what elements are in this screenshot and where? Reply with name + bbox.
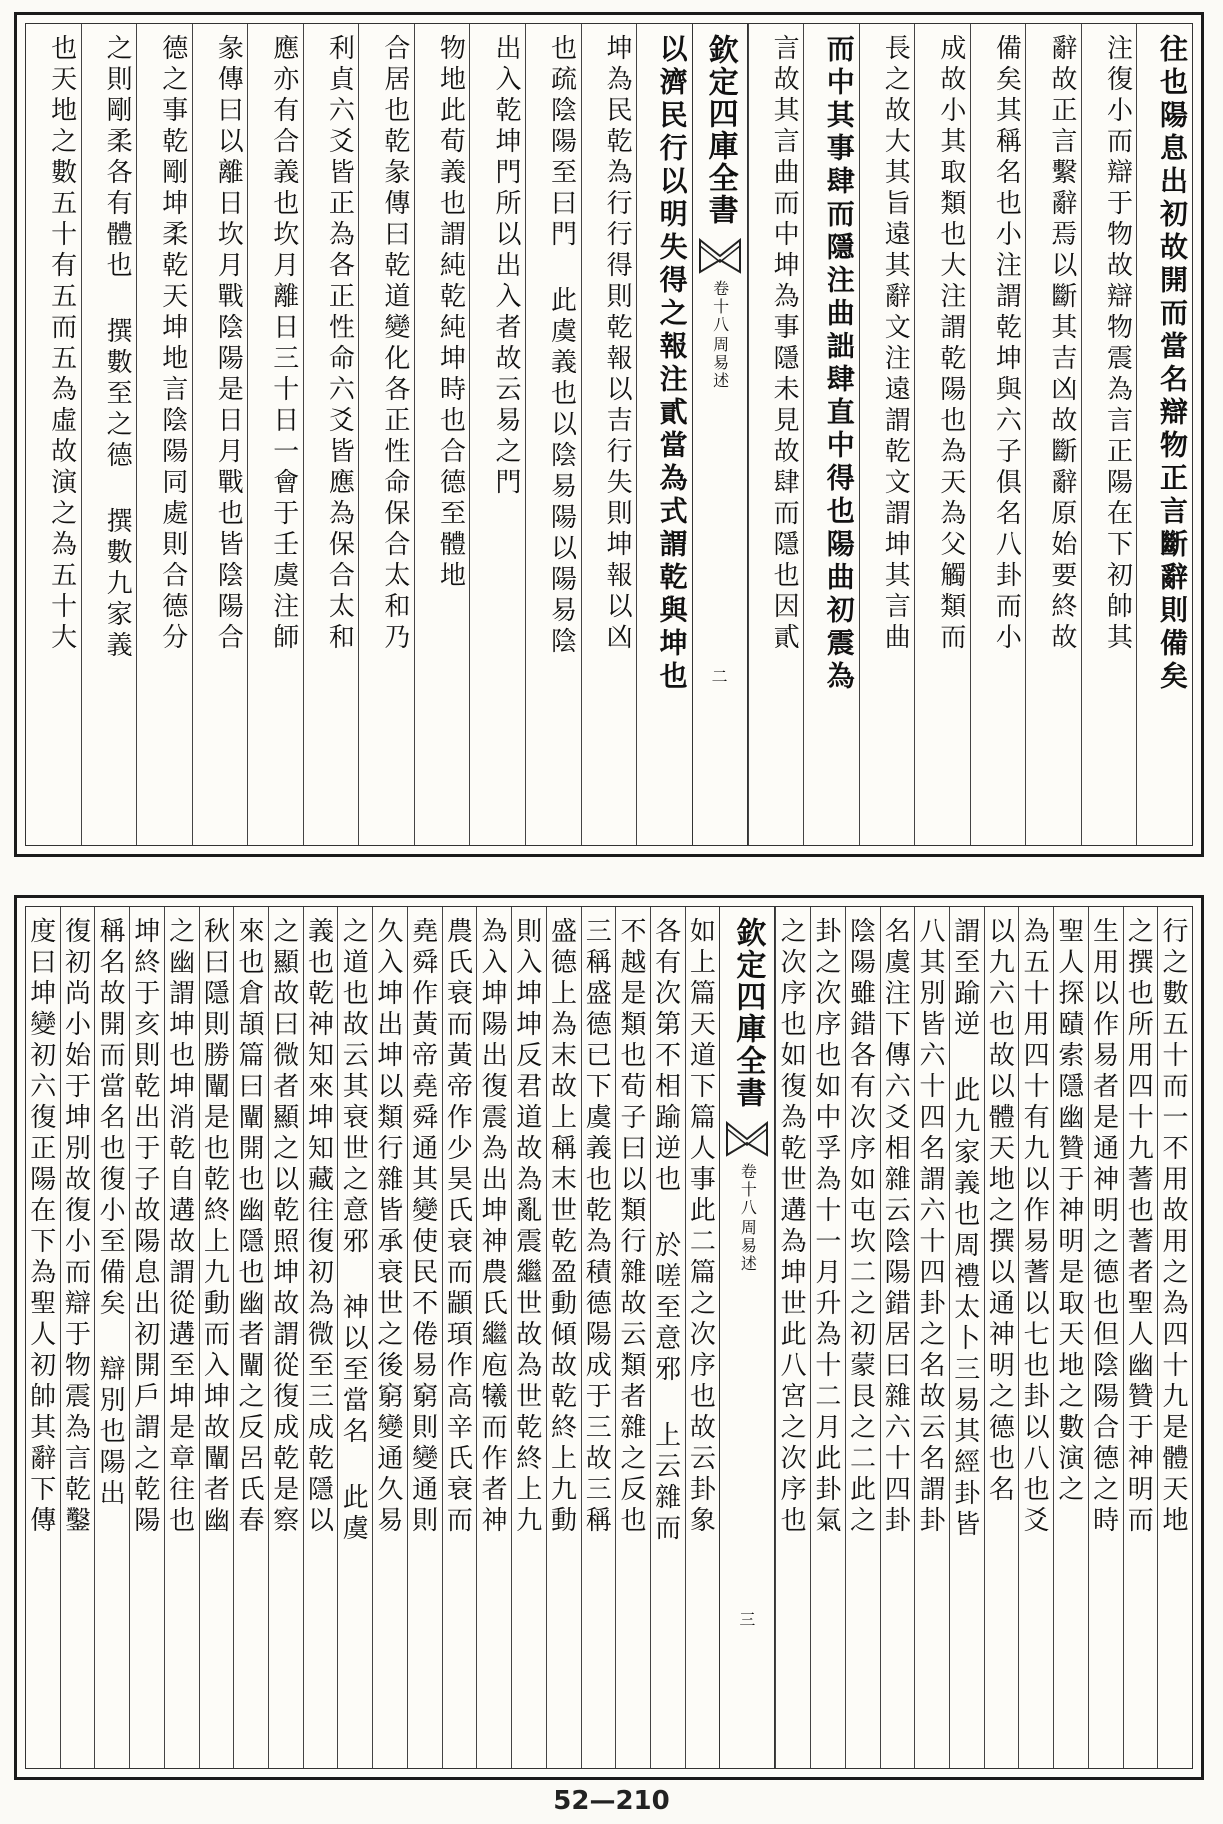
lower-text-column: 坤終于亥則乾出于子故陽息出初開戶謂之乾陽: [129, 907, 164, 1768]
upper-text-column: 注復小而辯于物故辯物震為言正陽在下初帥其: [1081, 24, 1137, 845]
upper-text-column: 辭故正言繫辭焉以斷其吉凶故斷辭原始要終故: [1025, 24, 1081, 845]
lower-text-column: 堯舜作黃帝堯舜通其變使民不倦易窮則變通則: [407, 907, 442, 1768]
upper-text-column: 物地此荀義也謂純乾純坤時也合德至體地: [414, 24, 470, 845]
lower-text-column: 之顯故曰微者顯之以乾照坤故謂從復成乾是察: [268, 907, 303, 1768]
upper-text-column: 應亦有合義也坎月離日三十日一會于壬虞注師: [247, 24, 303, 845]
lower-text-column: 之道也故云其衰世之意邪 神以至當名 此虞: [337, 907, 372, 1768]
upper-book-title: 欽定四庫全書: [702, 34, 738, 226]
lower-text-column: 三稱盛德已下虞義也乾為積德陽成于三故三稱: [581, 907, 616, 1768]
upper-text-column: 出入乾坤門所以出入者故云易之門: [469, 24, 525, 845]
lower-folio-number: 三: [739, 1610, 756, 1629]
lower-fold-column: [719, 907, 775, 1768]
lower-text-column: 秋曰隱則勝闡是也乾終上九動而入坤故闡者幽: [199, 907, 234, 1768]
lower-volume-label: [738, 1163, 758, 1273]
lower-text-column: 稱名故開而當名也復小至備矣 辯別也陽出: [94, 907, 129, 1768]
upper-text-column: 也天地之數五十有五而五為虛故演之為五十大: [46, 34, 77, 654]
upper-text-column: 長之故大其旨遠其辭文注遠謂乾文謂坤其言曲: [859, 24, 915, 845]
lower-text-column: 久入坤出坤以類行雜皆承衰世之後窮變通久易: [372, 907, 407, 1768]
lower-text-column: 為入坤陽出復震為出坤神農氏繼庖犧而作者神: [476, 907, 511, 1768]
upper-text-column: 坤為民乾為行行得則乾報以吉行失則坤報以凶: [581, 24, 637, 845]
lower-text-column: 如上篇天道下篇人事此二篇之次序也故云卦象: [685, 907, 720, 1768]
upper-page: [14, 12, 1204, 857]
lower-text-column: 農氏衰而黃帝作少昊氏衰而顓頊作高辛氏衰而: [442, 907, 477, 1768]
lower-text-column: 以九六也故以體天地之撰以通神明之德也名: [984, 907, 1019, 1768]
page-number: 52—210: [553, 1786, 670, 1816]
lower-book-title: 欽定四庫全書: [730, 917, 766, 1109]
lower-text-column: 陰陽雖錯各有次序如屯坎二之初蒙艮之二此之: [845, 907, 880, 1768]
lower-text-column: 生用以作易者是通神明之德也但陰陽合德之時: [1088, 907, 1123, 1768]
lower-text-column: 各有次第不相踰逆也 於嗟至意邪 上云雜而: [650, 907, 685, 1768]
lower-text-column: 行之數五十而一不用故用之為四十九是體天地: [1157, 907, 1192, 1768]
lower-juan-number: 卷十八: [738, 1163, 758, 1217]
upper-juan-number: 卷十八: [710, 280, 730, 334]
upper-text-column: 也疏陰陽至曰門 此虞義也以陰易陽以陽易陰: [525, 24, 581, 845]
upper-text-column: 而中其事肆而隱注曲詘肆直中得也陽曲初震為: [803, 24, 859, 845]
upper-text-column: 言故其言曲而中坤為事隱未見故肆而隱也因貳: [748, 24, 804, 845]
upper-text-column: 利貞六爻皆正為各正性命六爻皆應為保合太和: [303, 24, 359, 845]
upper-folio-number: 二: [711, 667, 728, 686]
upper-text-column: 備矣其稱名也小注謂乾坤與六子俱名八卦而小: [970, 24, 1026, 845]
lower-text-column: 之撰也所用四十九蓍也蓍者聖人幽贊于神明而: [1123, 907, 1158, 1768]
upper-text-column: 合居也乾彖傳曰乾道變化各正性命保合太和乃: [358, 24, 414, 845]
upper-text-column: 彖傳曰以離日坎月戰陰陽是日月戰也皆陰陽合: [192, 24, 248, 845]
upper-text-column: 成故小其取類也大注謂乾陽也為天為父觸類而: [914, 24, 970, 845]
lower-page-text-frame: [25, 906, 1193, 1769]
upper-work-title: 周易述: [710, 336, 730, 390]
lower-text-column: 盛德上為末故上稱末世乾盈動傾故乾終上九動: [546, 907, 581, 1768]
upper-text-column: 以濟民行以明失得之報注貳當為式謂乾與坤也: [636, 24, 692, 845]
fish-tail-ornament-icon: [698, 238, 742, 274]
lower-text-column: 度曰坤變初六復正陽在下為聖人初帥其辭下傳: [26, 917, 56, 1537]
lower-text-column: 之次序也如復為乾世遘為坤世此八宮之次序也: [775, 907, 810, 1768]
lower-text-column: 八其別皆六十四名謂六十四卦之名故云名謂卦: [914, 907, 949, 1768]
lower-text-column: 名虞注下傳六爻相雜云陰陽錯居曰雜六十四卦: [880, 907, 915, 1768]
lower-text-column: 來也倉頡篇曰闡開也幽隱也幽者闡之反呂氏春: [233, 907, 268, 1768]
lower-text-column: 之幽謂坤也坤消乾自遘故謂從遘至坤是章往也: [164, 907, 199, 1768]
lower-text-column: 復初尚小始于坤別故復小而辯于物震為言乾鑿: [60, 907, 95, 1768]
fish-tail-ornament-icon: [725, 1121, 769, 1157]
upper-text-column: 往也陽息出初故開而當名辯物正言斷辭則備矣: [1136, 24, 1192, 845]
lower-page: [14, 895, 1204, 1780]
lower-text-column: 不越是類也荀子曰以類行雜故云類者雜之反也: [615, 907, 650, 1768]
lower-text-column: 則入坤坤反君道故為亂震繼世故為世乾終上九: [511, 907, 546, 1768]
lower-text-column: 謂至踰逆 此九家義也周禮太卜三易其經卦皆: [949, 907, 984, 1768]
lower-text-column: 義也乾神知來坤知藏往復初為微至三成乾隱以: [303, 907, 338, 1768]
lower-text-column: 為五十用四十有九以作易蓍以七也卦以八也爻: [1018, 907, 1053, 1768]
upper-page-text-frame: [25, 23, 1193, 846]
upper-text-column: 之則剛柔各有體也 撰數至之德 撰數九家義: [81, 24, 137, 845]
upper-fold-column: [692, 24, 748, 845]
upper-text-column: 德之事乾剛坤柔乾天坤地言陰陽同處則合德分: [136, 24, 192, 845]
upper-volume-label: [712, 280, 728, 390]
lower-text-column: 卦之次序也如中孚為十一月升為十二月此卦氣: [810, 907, 845, 1768]
lower-text-column: 聖人探賾索隱幽贊于神明是取天地之數演之: [1053, 907, 1088, 1768]
lower-work-title: 周易述: [738, 1219, 758, 1273]
